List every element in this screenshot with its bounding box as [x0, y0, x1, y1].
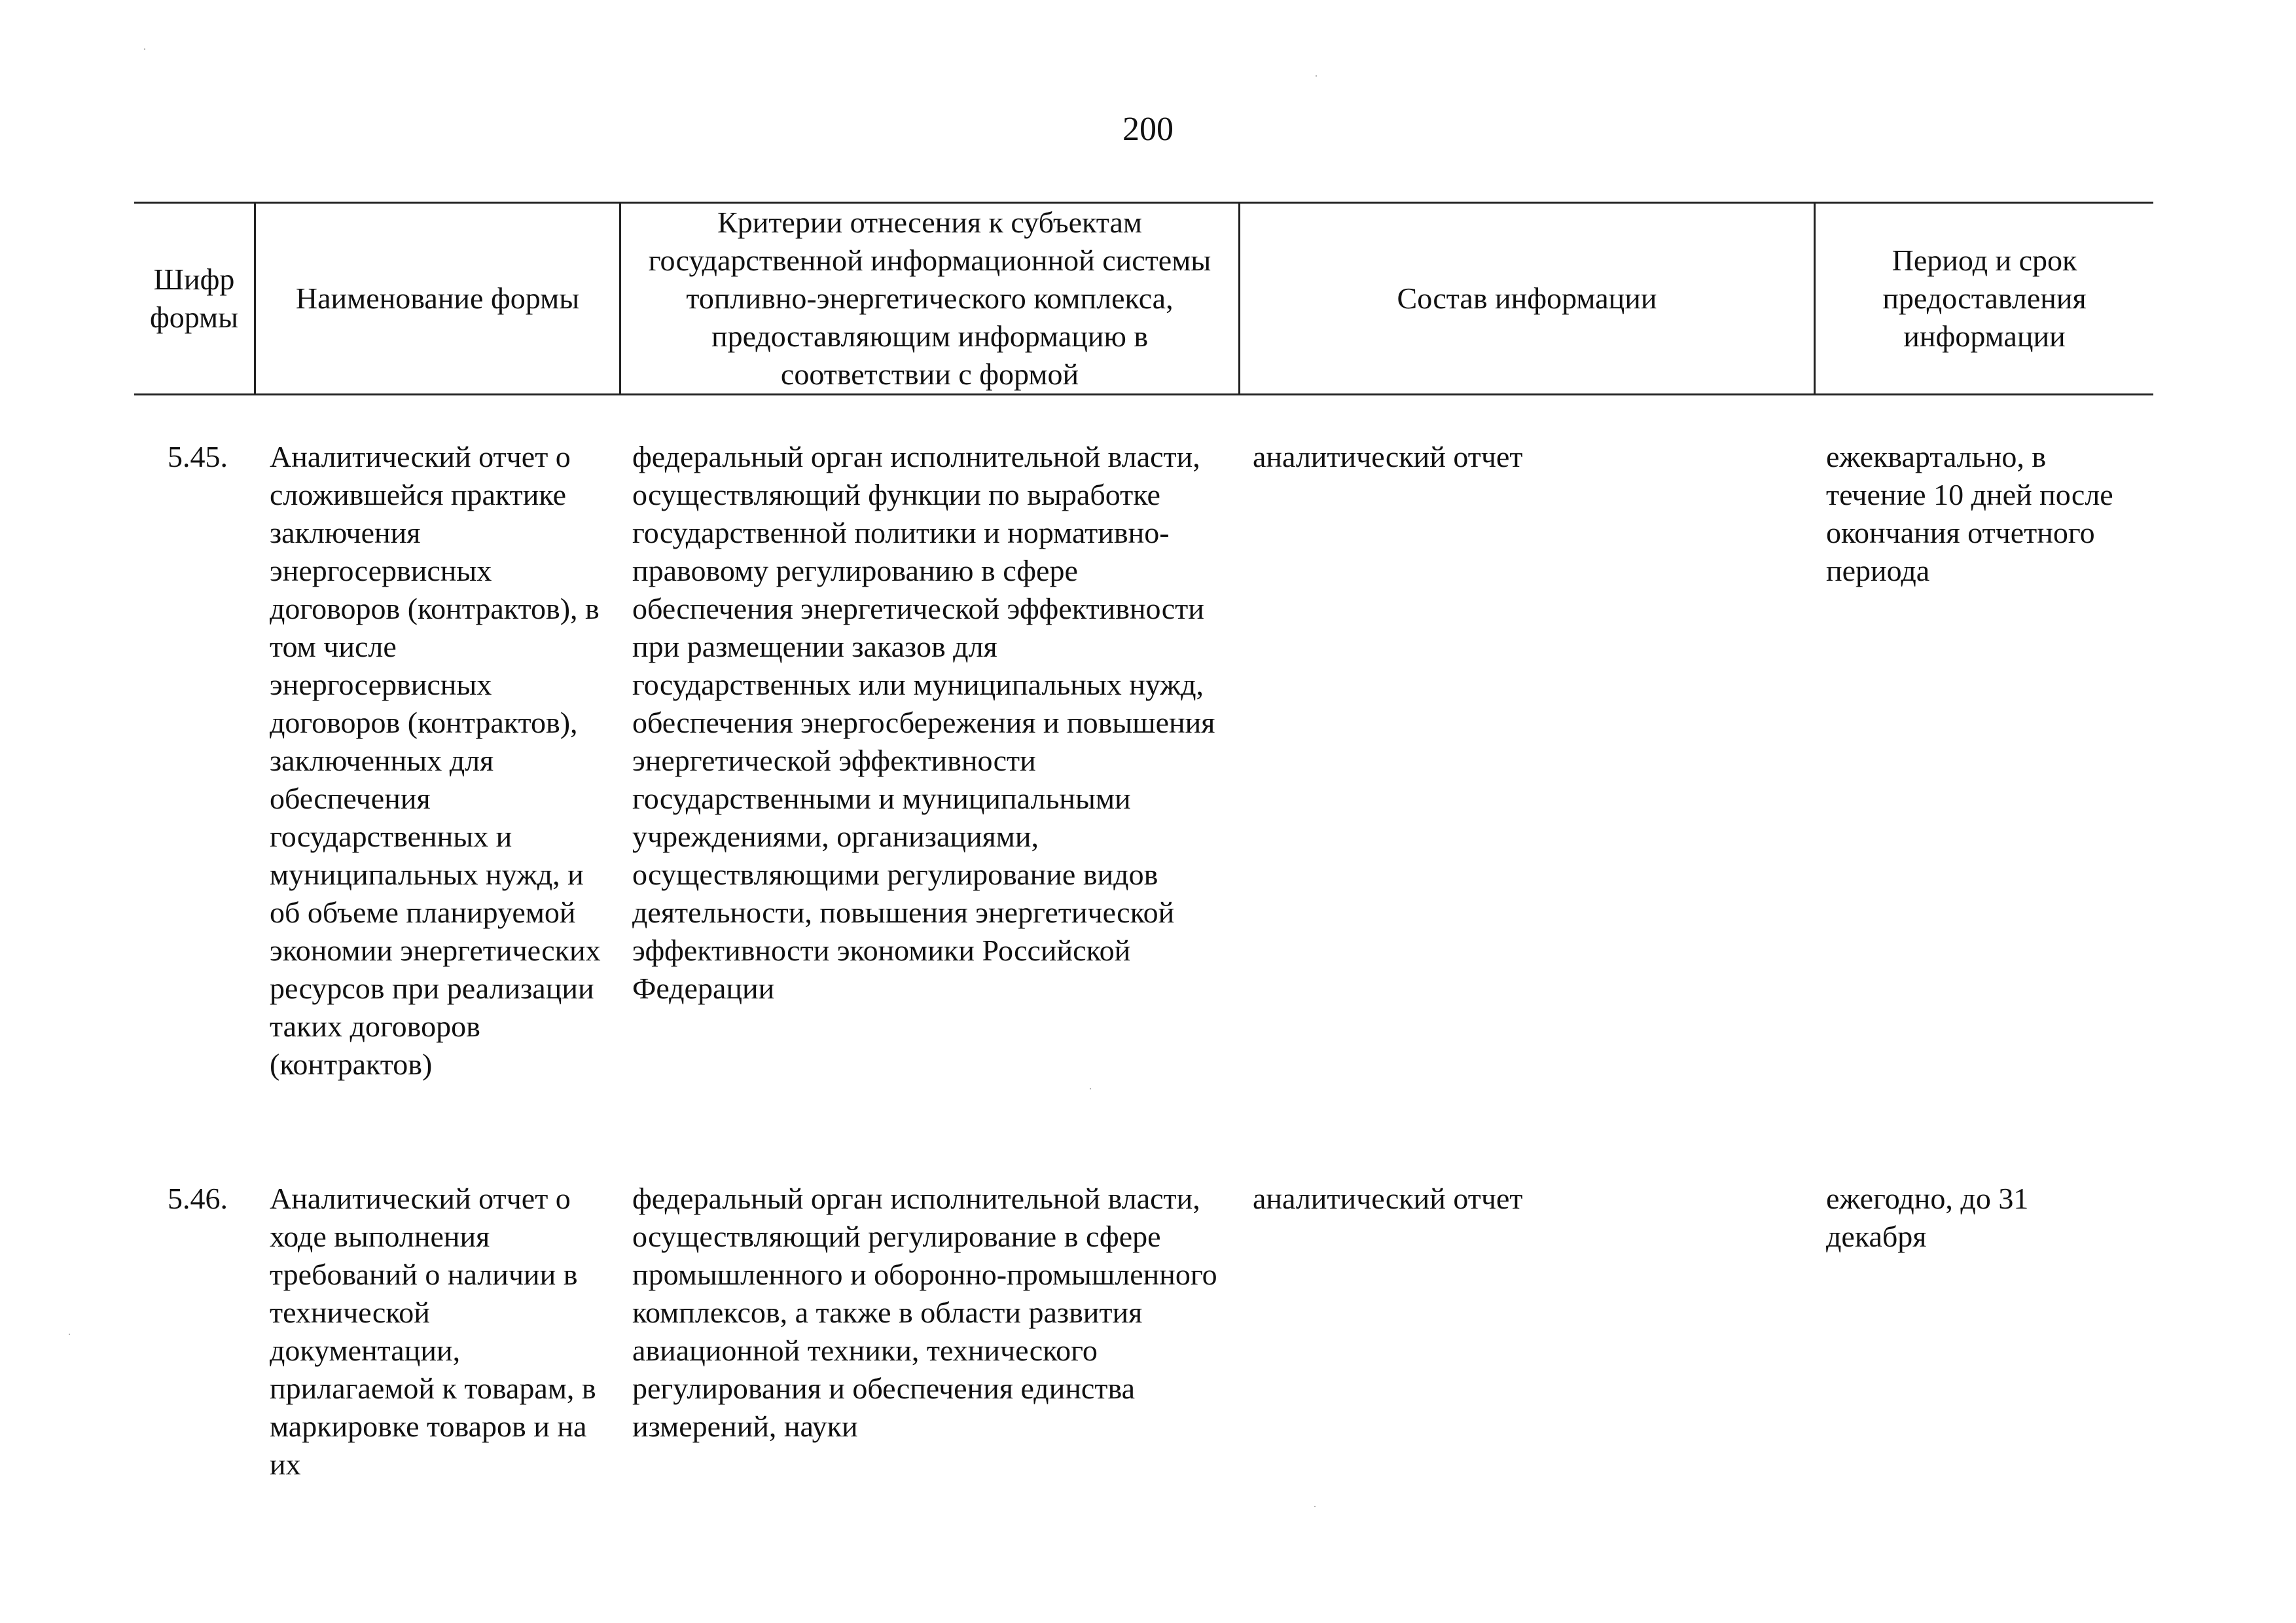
row-criteria: федеральный орган исполнительной власти, осуществляющий функции по выработке государственной политики и нормативно-правовому регулированию в сфере обеспечения энергетической эффективности при размещении заказов для государственных или муниципальных нужд, обеспечения энергосбережения и повышения энергетической эффективности государственными и муниципальными учреждениями, организациями, осуществляющими регулирование видов деятельности, повышения энергетической эффективности экономики Российской Федерации [632, 440, 1215, 1005]
page-number: 200 [1122, 111, 1174, 148]
row-code: 5.46. [168, 1182, 228, 1215]
scan-speck [1316, 75, 1317, 77]
row-code: 5.45. [168, 440, 228, 473]
header-content: Состав информации [1397, 282, 1657, 315]
header-criteria: Критерии отнесения к субъектам государственной информационной системы топливно-энергетического комплекса, предоставляющим информацию в соответствии с формой [648, 206, 1211, 391]
row-content: аналитический отчет [1253, 1182, 1523, 1215]
row-period: ежеквартально, в течение 10 дней после окончания отчетного периода [1826, 440, 2113, 587]
scan-speck [69, 1334, 70, 1335]
header-code: Шифр формы [149, 263, 239, 334]
scan-speck [144, 48, 145, 50]
row-form-name: Аналитический отчет о сложившейся практике заключения энергосервисных договоров (контрактов), в том числе энергосервисных договоров (контрактов), заключенных для обеспечения государственных и муниципальных нужд, и об объеме планируемой экономии энергетических ресурсов при реализации таких договоров (контрактов) [270, 440, 601, 1081]
header-name: Наименование формы [295, 282, 580, 315]
scan-speck [1314, 1506, 1316, 1507]
row-form-name: Аналитический отчет о ходе выполнения требований о наличии в технической документации, прилагаемой к товарам, в маркировке товаров и на их [270, 1182, 596, 1481]
scan-speck [1090, 1088, 1091, 1089]
row-criteria: федеральный орган исполнительной власти, осуществляющий регулирование в сфере промышленного и оборонно-промышленного комплексов, а также в области развития авиационной техники, технического регулирования и обеспечения единства измерений, науки [632, 1182, 1217, 1443]
row-period: ежегодно, до 31 декабря [1826, 1182, 2029, 1253]
row-content: аналитический отчет [1253, 440, 1523, 473]
header-period: Период и срок предоставления информации [1882, 244, 2087, 353]
table-header-rule [134, 393, 2153, 395]
